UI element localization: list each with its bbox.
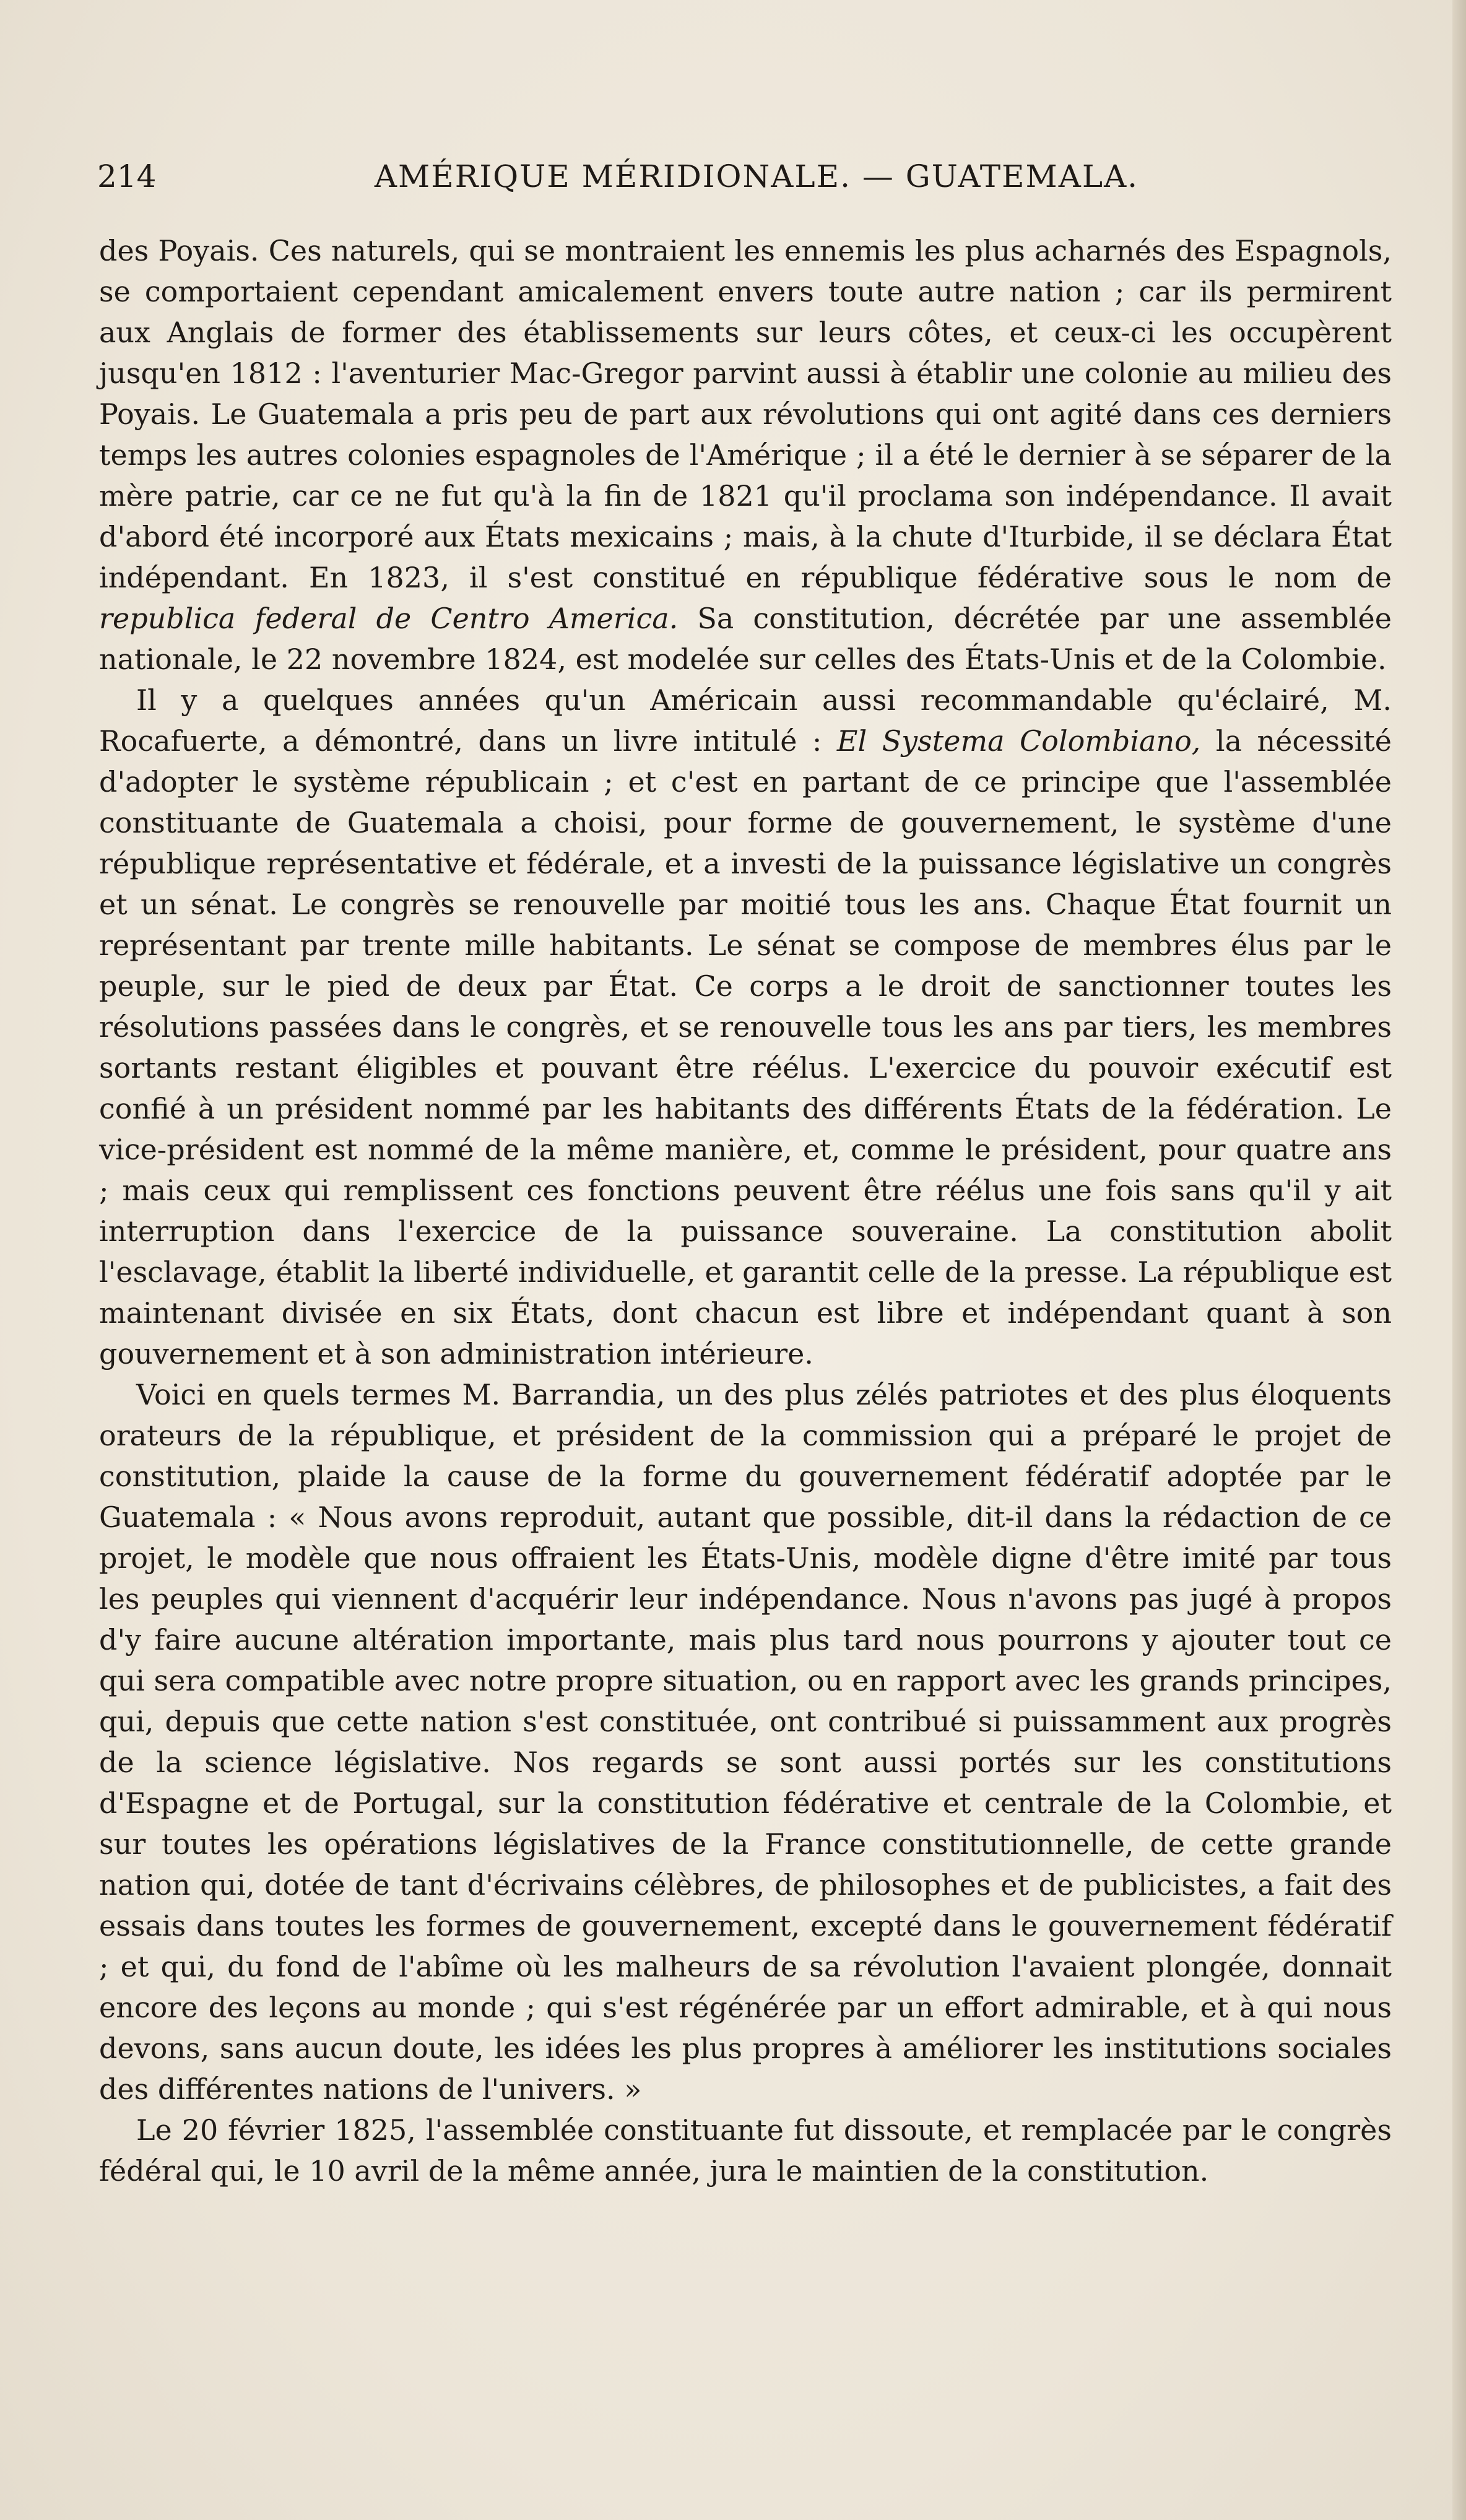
- body-text: [99, 230, 1392, 2191]
- page-edge-shadow: [1452, 0, 1466, 2520]
- italic-republic-name: republica federal de Centro America.: [99, 602, 679, 635]
- paragraph-2-text-a: Il y a quelques années qu'un Américain aussi recommandable qu'éclairé, M. Rocafuerte, a démontré, dans un livre intitulé :: [99, 683, 1392, 758]
- page-number: 214: [97, 158, 157, 194]
- italic-book-title: El Systema Colombiano,: [836, 724, 1201, 758]
- page-header: [97, 152, 1416, 201]
- running-title: AMÉRIQUE MÉRIDIONALE. — GUATEMALA.: [374, 158, 1139, 194]
- paragraph-1-text-b: Sa constitution, décrétée par une assemblée nationale, le 22 novembre 1824, est modelée sur celles des États-Unis et de la Colombie.: [99, 602, 1392, 676]
- paragraph-2: [99, 680, 1392, 1374]
- paragraph-1-text-a: des Poyais. Ces naturels, qui se montraient les ennemis les plus acharnés des Espagnols, se comportaient cependant amicalement envers toute autre nation ; car ils permirent aux Anglais de former des établissements sur leurs côtes, et ceux-ci les occupèrent jusqu'en 1812 : l'aventurier Mac-Gregor parvint aussi à établir une colonie au milieu des Poyais. Le Guatemala a pris peu de part aux révolutions qui ont agité dans ces derniers temps les autres colonies espagnoles de l'Amérique ; il a été le dernier à se séparer de la mère patrie, car ce ne fut qu'à la fin de 1821 qu'il proclama son indépendance. Il avait d'abord été incorporé aux États mexicains ; mais, à la chute d'Iturbide, il se déclara État indépendant. En 1823, il s'est constitué en république fédérative sous le nom de: [99, 234, 1392, 594]
- paragraph-1: [99, 230, 1392, 680]
- paragraph-2-text-b: la nécessité d'adopter le système républicain ; et c'est en partant de ce principe que l'assemblée constituante de Guatemala a choisi, pour forme de gouvernement, le système d'une république représentative et fédérale, et a investi de la puissance législative un congrès et un sénat. Le congrès se renouvelle par moitié tous les ans. Chaque État fournit un représentant par trente mille habitants. Le sénat se compose de membres élus par le peuple, sur le pied de deux par État. Ce corps a le droit de sanctionner toutes les résolutions passées dans le congrès, et se renouvelle tous les ans par tiers, les membres sortants restant éligibles et pouvant être réélus. L'exercice du pouvoir exécutif est confié à un président nommé par les habitants des différents États de la fédération. Le vice-président est nommé de la même manière, et, comme le président, pour quatre ans ; mais ceux qui remplissent ces fonctions peuvent être réélus une fois sans qu'il y ait interruption dans l'exercice de la puissance souveraine. La constitution abolit l'esclavage, établit la liberté individuelle, et garantit celle de la presse. La république est maintenant divisée en six États, dont chacun est libre et indépendant quant à son gouvernement et à son administration intérieure.: [99, 724, 1392, 1370]
- paragraph-3: Voici en quels termes M. Barrandia, un des plus zélés patriotes et des plus éloquents orateurs de la république, et président de la commission qui a préparé le projet de constitution, plaide la cause de la forme du gouvernement fédératif adoptée par le Guatemala : « Nous avons reproduit, autant que possible, dit-il dans la rédaction de ce projet, le modèle que nous offraient les États-Unis, modèle digne d'être imité par tous les peuples qui viennent d'acquérir leur indépendance. Nous n'avons pas jugé à propos d'y faire aucune altération importante, mais plus tard nous pourrons y ajouter tout ce qui sera compatible avec notre propre situation, ou en rapport avec les grands principes, qui, depuis que cette nation s'est constituée, ont contribué si puissamment aux progrès de la science législative. Nos regards se sont aussi portés sur les constitutions d'Espagne et de Portugal, sur la constitution fédérative et centrale de la Colombie, et sur toutes les opérations législatives de la France constitutionnelle, de cette grande nation qui, dotée de tant d'écrivains célèbres, de philosophes et de publicistes, a fait des essais dans toutes les formes de gouvernement, excepté dans le gouvernement fédératif ; et qui, du fond de l'abîme où les malheurs de sa révolution l'avaient plongée, donnait encore des leçons au monde ; qui s'est régénérée par un effort admirable, et à qui nous devons, sans aucun doute, les idées les plus propres à améliorer les institutions sociales des différentes nations de l'univers. »: [99, 1378, 1392, 2106]
- paragraph-4: Le 20 février 1825, l'assemblée constituante fut dissoute, et remplacée par le congrès fédéral qui, le 10 avril de la même année, jura le maintien de la constitution.: [99, 2113, 1392, 2188]
